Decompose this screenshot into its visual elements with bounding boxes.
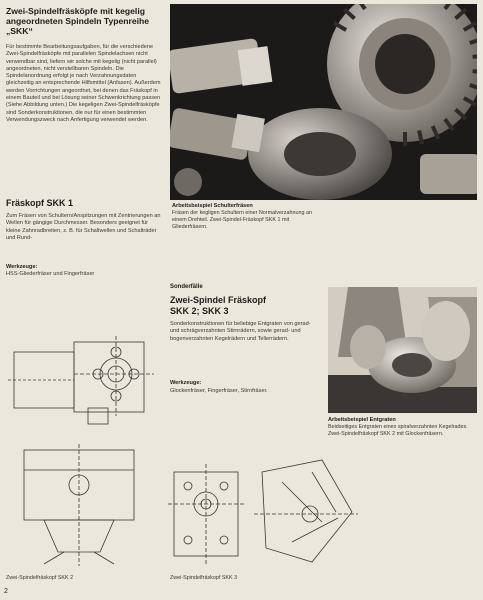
special-heading-line1: Zwei-Spindel Fräskopf <box>170 295 267 305</box>
skk1-tools: HSS-Gliederfräser und Fingerfräser <box>6 271 95 277</box>
special-label: Sonderfälle <box>170 284 203 290</box>
skk1-heading: Fräskopf SKK 1 <box>6 198 74 208</box>
skk1-tools-label: Werkzeuge: <box>6 264 38 270</box>
photo-top-caption-title: Arbeitsbeispiel Schulterfräsen <box>172 203 253 209</box>
skk1-text: Zum Fräsen von Schultern/Anspitzungen mit Zentrierungen an Wellen für gängige Durchmesser. Besonders geeignet für kleine Zahnradbreiten, z. B. für Schaltwellen und Schalträder und Rund- <box>6 213 161 241</box>
photo-bottom-caption: Beidseitiges Entgraten eines spiralverzahnten Kegelrades. Zwei-Spindelfräskopf SKK 2 mit Glockenfräsern. <box>328 424 468 437</box>
drawing-skk3-side <box>252 452 360 570</box>
drawing-right-caption: Zwei-Spindelfräskopf SKK 3 <box>170 575 238 581</box>
intro-text: Für bestimmte Bearbeitungsaufgaben, für die verschiedene Zwei-Spindelfräsköpfe mit parallelen Spindelachsen nicht verwendbar sind, liefern wir solche mit kegelig (nicht parallel) angeordneten, nicht verstellbaren Spindeln. Die Spindelanordnung erfolgt je nach Verzahnungsdaten gleichzeitig an entsprechende Hilfsmittel (Anfasen). Außerdem werden Vorrichtungen angeordnet, bei denen das Fräskopf in einem Bauteil und bei Lösung seiner Schwenkrichtung passen (Siehe Abbildung unten.) Die kegeligen Zwei-Spindelfräsköpfe sind Sonderkonstruktionen, die nur für einen bestimmten Verwendungszweck nach Anfertigung verwendet werden. <box>6 44 161 123</box>
photo-shoulder-milling <box>170 4 477 200</box>
photo-bottom-caption-title: Arbeitsbeispiel Entgraten <box>328 417 396 423</box>
page-title: Zwei-Spindelfräsköpfe mit kegelig angeordneten Spindeln Typenreihe „SKK“ <box>6 6 150 36</box>
special-tools-label: Werkzeuge: <box>170 380 202 386</box>
drawing-skk2-side <box>4 440 160 570</box>
drawing-skk2-top <box>4 312 160 430</box>
special-text: Sonderkonstruktionen für beliebige Entgraten von gerad- und schrägverzahnten Stirnrädern, sowie gerad- und bogenverzahnten Kegelrädern und Tellerrädern. <box>170 321 311 342</box>
photo-deburring <box>328 287 477 413</box>
drawing-left-caption: Zwei-Spindelfräskopf SKK 2 <box>6 575 74 581</box>
drawing-skk3-front <box>166 460 246 570</box>
photo-top-caption: Fräsen der kegligen Schultern einer Normalverzahnung an einem Drehteil. Zwei-Spindel-Fräskopf SKK 1 mit Gliederfräsern. <box>172 210 312 230</box>
special-tools: Glockenfräser, Fingerfräser, Stirnfräser. <box>170 388 268 394</box>
page-number: 2 <box>4 588 8 595</box>
special-heading-line2: SKK 2; SKK 3 <box>170 306 229 316</box>
